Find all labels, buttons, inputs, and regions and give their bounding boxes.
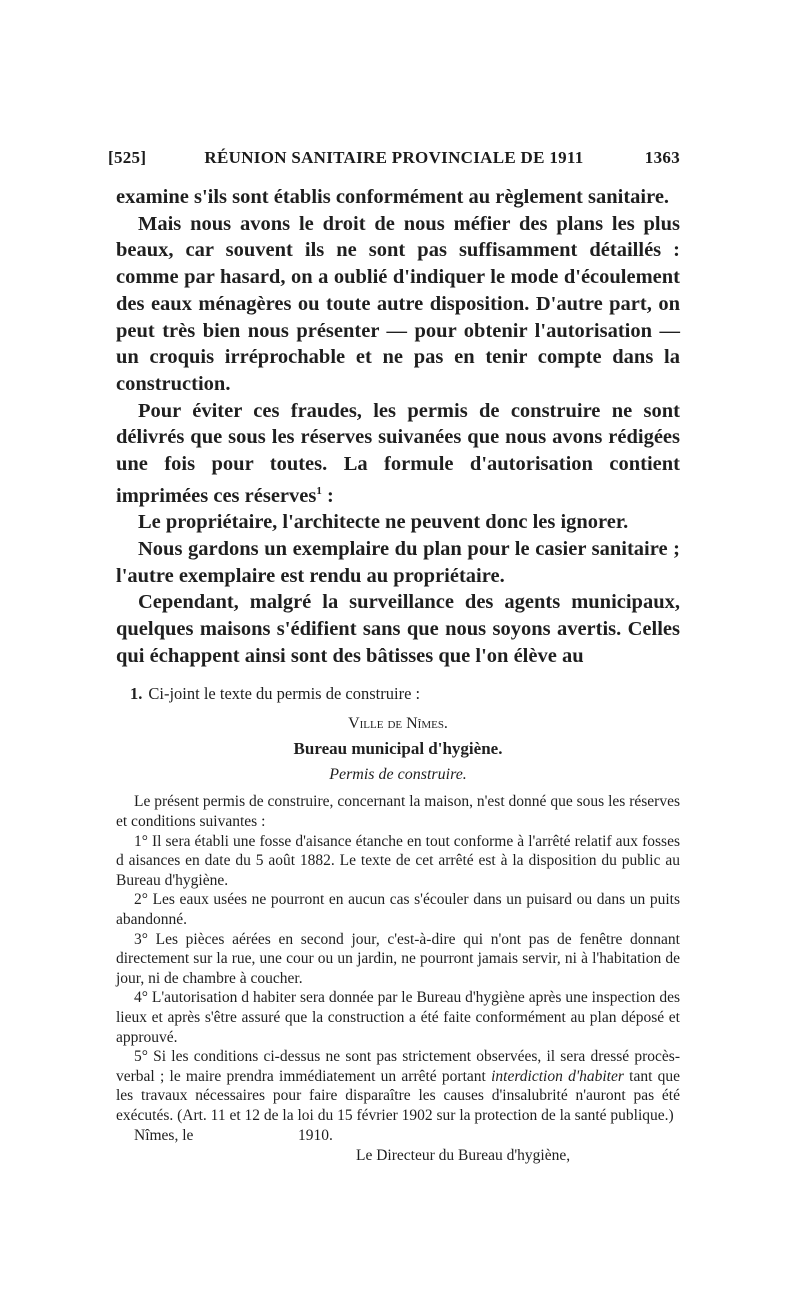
place-date: Nîmes, le — [134, 1127, 194, 1145]
permit-text — [116, 792, 680, 1125]
left-folio: [525] — [108, 148, 147, 167]
running-head — [108, 148, 680, 174]
city-heading: Ville de Nîmes. — [348, 714, 448, 732]
bureau-heading: Bureau municipal d'hygiène. — [293, 739, 503, 759]
paragraph-3 — [116, 398, 680, 510]
condition-5-start: 5° Si les conditions ci-dessus ne sont pas strictement observées, il sera dressé procès-verbal ; le maire prendra immédiatement un arrêté portant — [116, 1048, 680, 1085]
condition-5-italic: interdiction d'habiter — [491, 1067, 624, 1085]
running-head-title: RÉUNION SANITAIRE PROVINCIALE DE 1911 — [204, 148, 584, 167]
page-number: 1363 — [644, 148, 680, 167]
condition-5 — [116, 1047, 680, 1125]
footnote-intro-text: Ci-joint le texte du permis de construire : — [148, 684, 421, 703]
footnote-number: 1. — [130, 684, 143, 703]
paragraph-4: Le propriétaire, l'architecte ne peuvent donc les ignorer. — [138, 511, 629, 534]
condition-5-end: tant que les travaux nécessaires pour faire disparaître les causes d'insalubrité n'auront pas été exécutés. (Art. 11 et 12 de la loi du 15 février 1902 sur la protection de la santé publique.) — [116, 1067, 681, 1124]
paragraph-6: Cependant, malgré la surveillance des agents municipaux, quelques maisons s'édifient sans que nous soyons avertis. Celles qui échappent ainsi sont des bâtisses que l'on élève au — [116, 591, 680, 667]
condition-2: 2° Les eaux usées ne pourront en aucun cas s'écouler dans un puisard ou dans un puits abandonné. — [116, 891, 680, 928]
paragraph-1: examine s'ils sont établis conformément au règlement sanitaire. — [116, 186, 670, 208]
footnote-intro — [130, 684, 680, 704]
footnote — [116, 684, 680, 1166]
condition-1: 1° Il sera établi une fosse d'aisance étanche en tout conforme à l'arrêté relatif aux fosses d aisances en date du 5 août 1882. Le texte de cet arrêté est à la disposition du public au Bureau d'hygiène. — [116, 832, 680, 889]
permis-heading: Permis de construire. — [329, 765, 467, 783]
footnote-reference: 1 — [316, 484, 322, 497]
paragraph-3-tail: : — [321, 484, 334, 507]
main-text — [116, 184, 680, 669]
date-line — [116, 1126, 680, 1146]
paragraph-5: Nous gardons un exemplaire du plan pour le casier sanitaire ; l'autre exemplaire est rendu au propriétaire. — [116, 537, 680, 587]
paragraph-2: Mais nous avons le droit de nous méfier des plans les plus beaux, car souvent ils ne sont pas suffisamment détaillés : comme par hasard, on a oublié d'indiquer le mode d'écoulement des eaux ménagères ou toute autre disposition. D'autre part, on peut très bien nous présenter — pour obtenir l'autorisation — un croquis irréprochable et ne pas en tenir compte dans la construction. — [116, 212, 680, 395]
permit-preamble: Le présent permis de construire, concernant la maison, n'est donné que sous les réserves et conditions suivantes : — [116, 793, 680, 830]
year: 1910. — [298, 1127, 333, 1145]
condition-4: 4° L'autorisation d habiter sera donnée par le Bureau d'hygiène après une inspection des lieux et après s'être assuré que la construction a été faite conformément au plan déposé et approuvé. — [116, 989, 680, 1046]
director-signature: Le Directeur du Bureau d'hygiène, — [356, 1147, 571, 1165]
condition-3: 3° Les pièces aérées en second jour, c'est-à-dire qui n'ont pas de fenêtre donnant directement sur la rue, une cour ou un jardin, ne pourront jamais servir, ni à l'habitation de jour, ni de chambre à coucher. — [116, 930, 680, 987]
paragraph-3-text: Pour éviter ces fraudes, les permis de construire ne sont délivrés que sous les réserves suivanées que nous avons rédigées une fois pour toutes. La formule d'autorisation contient imprimées ces réserves — [116, 399, 680, 507]
